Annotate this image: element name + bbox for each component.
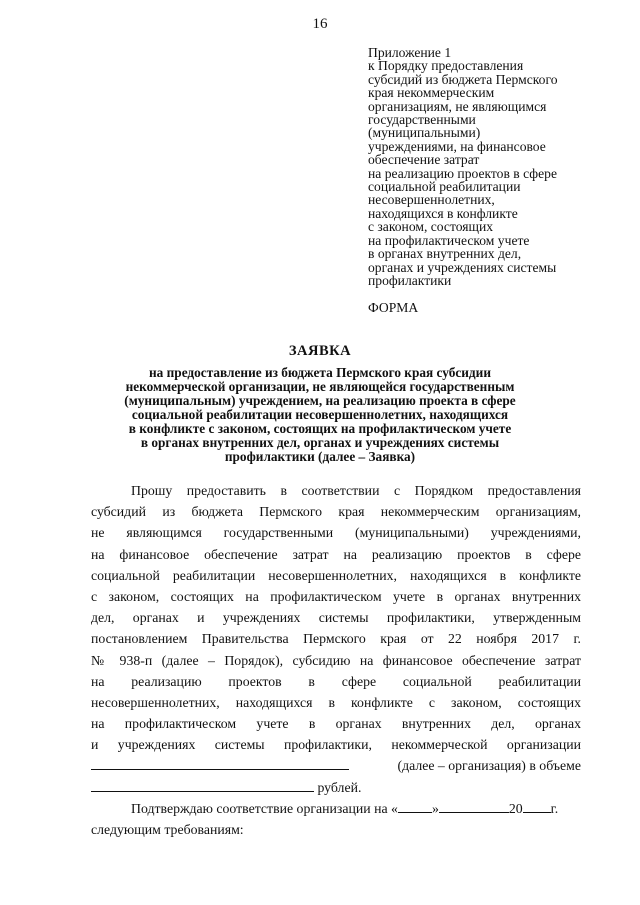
appendix-block (368, 46, 608, 287)
subtitle-line: в конфликте с законом, состоящих на профилактическом учете (128, 421, 512, 436)
subtitle-line: некоммерческой организации, не являющейся государственным (125, 379, 515, 394)
appendix-line: профилактики (368, 272, 452, 288)
document-title: ЗАЯВКА (288, 343, 352, 359)
body-line: Прошу предоставить в соответствии с Порядком предоставления (131, 483, 581, 498)
day-field[interactable] (398, 798, 432, 813)
sum-line (91, 777, 581, 798)
appendix-line: органах и учреждениях системы (368, 259, 557, 275)
body-line: на финансовое обеспечение затрат на реализацию проектов в сфере (91, 546, 581, 562)
confirm-suffix: г. (550, 800, 559, 816)
month-field[interactable] (439, 798, 509, 813)
appendix-line: социальной реабилитации (368, 179, 521, 195)
body-line: социальной реабилитации несовершеннолетних, находящихся в конфликте (91, 567, 581, 583)
appendix-line: на реализацию проектов в сфере (368, 165, 557, 181)
appendix-line: с законом, состоящих (368, 219, 494, 235)
body-line: и учреждениях системы профилактики, некоммерческой организации (91, 737, 581, 753)
confirm-quote-close: » (431, 800, 439, 816)
appendix-line: Приложение 1 (368, 45, 452, 60)
appendix-line: края некоммерческим (368, 85, 495, 101)
subtitle-line: (муниципальным) учреждением, на реализацию проекта в сфере (124, 393, 516, 408)
organization-line (91, 755, 581, 776)
page-number: 16 (312, 16, 328, 32)
appendix-line: учреждениями, на финансовое (368, 138, 546, 154)
sum-tail: рублей. (317, 779, 362, 795)
subtitle-line: на предоставление из бюджета Пермского края субсидии (149, 365, 491, 380)
body-line: дел, органах и учреждениях системы профилактики, утвержденным (91, 610, 581, 626)
appendix-line: обеспечение затрат (368, 152, 480, 168)
application-body (91, 480, 581, 840)
appendix-line: к Порядку предоставления (368, 58, 524, 74)
appendix-line: организациям, не являющимся (368, 98, 547, 114)
body-line: на реализацию проектов в сфере социальной реабилитации (91, 673, 581, 689)
appendix-line: государственными (368, 112, 476, 128)
organization-tail: (далее – организация) в объеме (397, 758, 581, 774)
body-line: не являющимся государственными (муниципальными) учреждениями, (91, 525, 581, 541)
sum-field[interactable] (91, 777, 314, 792)
body-line: несовершеннолетних, находящихся в конфликте с законом, состоящих (91, 694, 581, 710)
requirements-line: следующим требованиям: (91, 822, 244, 837)
confirm-line (91, 798, 581, 819)
confirm-year-prefix: 20 (508, 800, 523, 816)
subtitle-line: социальной реабилитации несовершеннолетних, находящихся (131, 407, 509, 422)
subtitle-line: в органах внутренних дел, органах и учреждениях системы (140, 435, 500, 450)
body-line: на профилактическом учете в органах внутренних дел, органах (91, 716, 581, 732)
confirm-prefix: Подтверждаю соответствие организации на « (131, 800, 398, 816)
appendix-line: (муниципальными) (368, 125, 481, 141)
year-field[interactable] (523, 798, 551, 813)
appendix-line: субсидий из бюджета Пермского (368, 71, 558, 87)
appendix-line: на профилактическом учете (368, 232, 530, 248)
appendix-line: несовершеннолетних, (368, 192, 495, 208)
appendix-line: в органах внутренних дел, (368, 246, 522, 262)
form-label: ФОРМА (368, 300, 419, 315)
body-line: постановлением Правительства Пермского края от 22 ноября 2017 г. (91, 631, 581, 647)
body-line: № 938-п (далее – Порядок), субсидию на финансовое обеспечение затрат (91, 652, 581, 668)
appendix-line: находящихся в конфликте (368, 205, 518, 221)
subtitle-line: профилактики (далее – Заявка) (224, 449, 416, 464)
body-paragraph (91, 480, 581, 755)
organization-name-field[interactable] (91, 755, 349, 770)
body-line: субсидий из бюджета Пермского края некоммерческим организациям, (91, 504, 581, 520)
body-line: с законом, состоящих на профилактическом учете в органах внутренних (91, 588, 581, 604)
document-subtitle (60, 366, 580, 464)
